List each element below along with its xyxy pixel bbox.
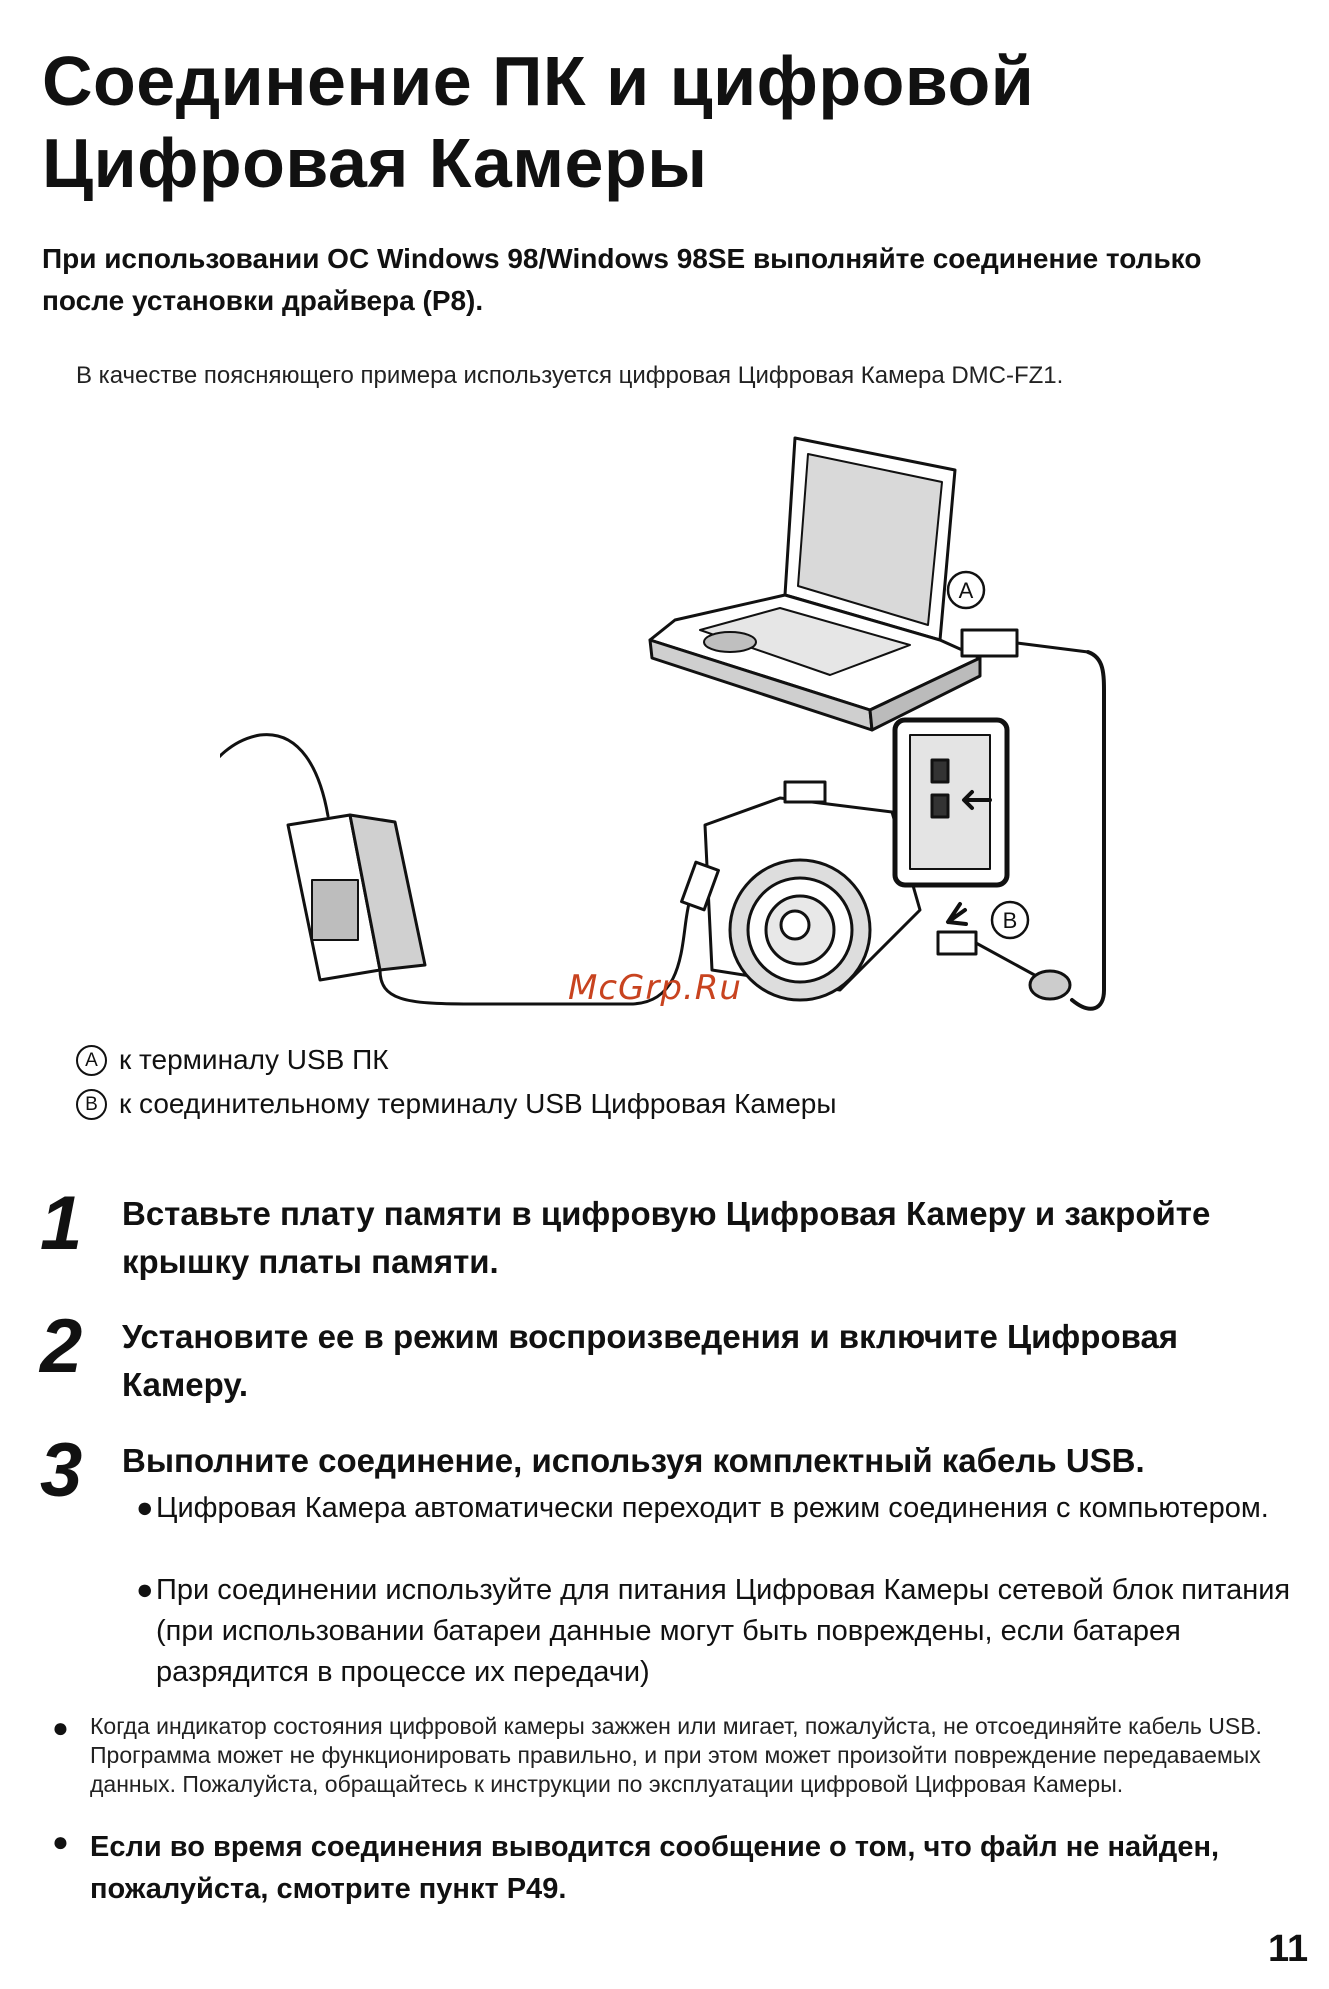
note-file-not-found [52,1826,1282,1910]
title-line-1: Соединение ПК и цифровой [42,42,1035,120]
step-text: Вставьте плату памяти в цифровую Цифровая Камеру и закройте крышку платы памяти. [122,1195,1211,1280]
page-title [42,40,1034,204]
bullet-icon: ● [52,1826,69,1857]
circled-letter-a: A [76,1045,107,1076]
circled-letter-b: B [76,1089,107,1120]
step3-bullet-1 [136,1488,1306,1529]
bullet-icon: ● [136,1574,154,1606]
step-number: 2 [40,1304,83,1389]
example-note: В качестве поясняющего примера используется цифровая Цифровая Камера DMC-FZ1. [76,362,1064,389]
legend-text-a: к терминалу USB ПК [119,1044,389,1075]
laptop-illustration [650,438,980,730]
step3-bullet-2 [136,1570,1306,1693]
label-a [948,572,984,608]
step-text: Установите ее в режим воспроизведения и включите Цифровая Камеру. [122,1318,1179,1403]
usb-plug-a [962,630,1088,656]
usb-terminal-inset [895,720,1007,885]
bullet-text: Цифровая Камера автоматически переходит в режим соединения с компьютером. [156,1492,1269,1524]
step-number: 3 [40,1428,83,1513]
bullet-icon: ● [52,1712,69,1743]
legend-item-a [76,1040,1226,1080]
legend-item-b [76,1084,1226,1124]
watermark: McGrp.Ru [568,968,742,1008]
page-number: 11 [1268,1928,1309,1970]
intro-warning: При использовании ОС Windows 98/Windows 98SE выполняйте соединение только после установки драйвера (P8). [42,243,1202,316]
bullet-icon: ● [136,1492,154,1524]
step-number: 1 [40,1181,83,1266]
note-usb-indicator [52,1712,1282,1799]
label-b-text: B [1002,908,1018,933]
note-text: Если во время соединения выводится сообщение о том, что файл не найден, пожалуйста, смотрите пункт P49. [90,1831,1220,1905]
step-text: Выполните соединение, используя комплектный кабель USB. [122,1442,1145,1479]
note-text: Когда индикатор состояния цифровой камеры зажжен или мигает, пожалуйста, не отсоединяйте кабель USB. Программа может не функционировать правильно, и при этом может произойти повреждение передаваемых данных. Пожалуйста, обращайтесь к инструкции по эксплуатации цифровой Цифровая Камеры. [90,1713,1262,1797]
usb-cable [1072,652,1104,1009]
bullet-text: При соединении используйте для питания Цифровая Камеры сетевой блок питания (при использовании батареи данные могут быть повреждены, если батарея разрядится в процессе их передачи) [156,1574,1291,1688]
title-line-2: Цифровая Камеры [42,124,708,202]
legend-text-b: к соединительному терминалу USB Цифровая Камеры [119,1088,837,1119]
ac-adapter-illustration [220,735,718,1004]
connection-diagram [220,430,1120,1030]
label-a-text: A [958,578,974,603]
label-b [992,902,1028,938]
